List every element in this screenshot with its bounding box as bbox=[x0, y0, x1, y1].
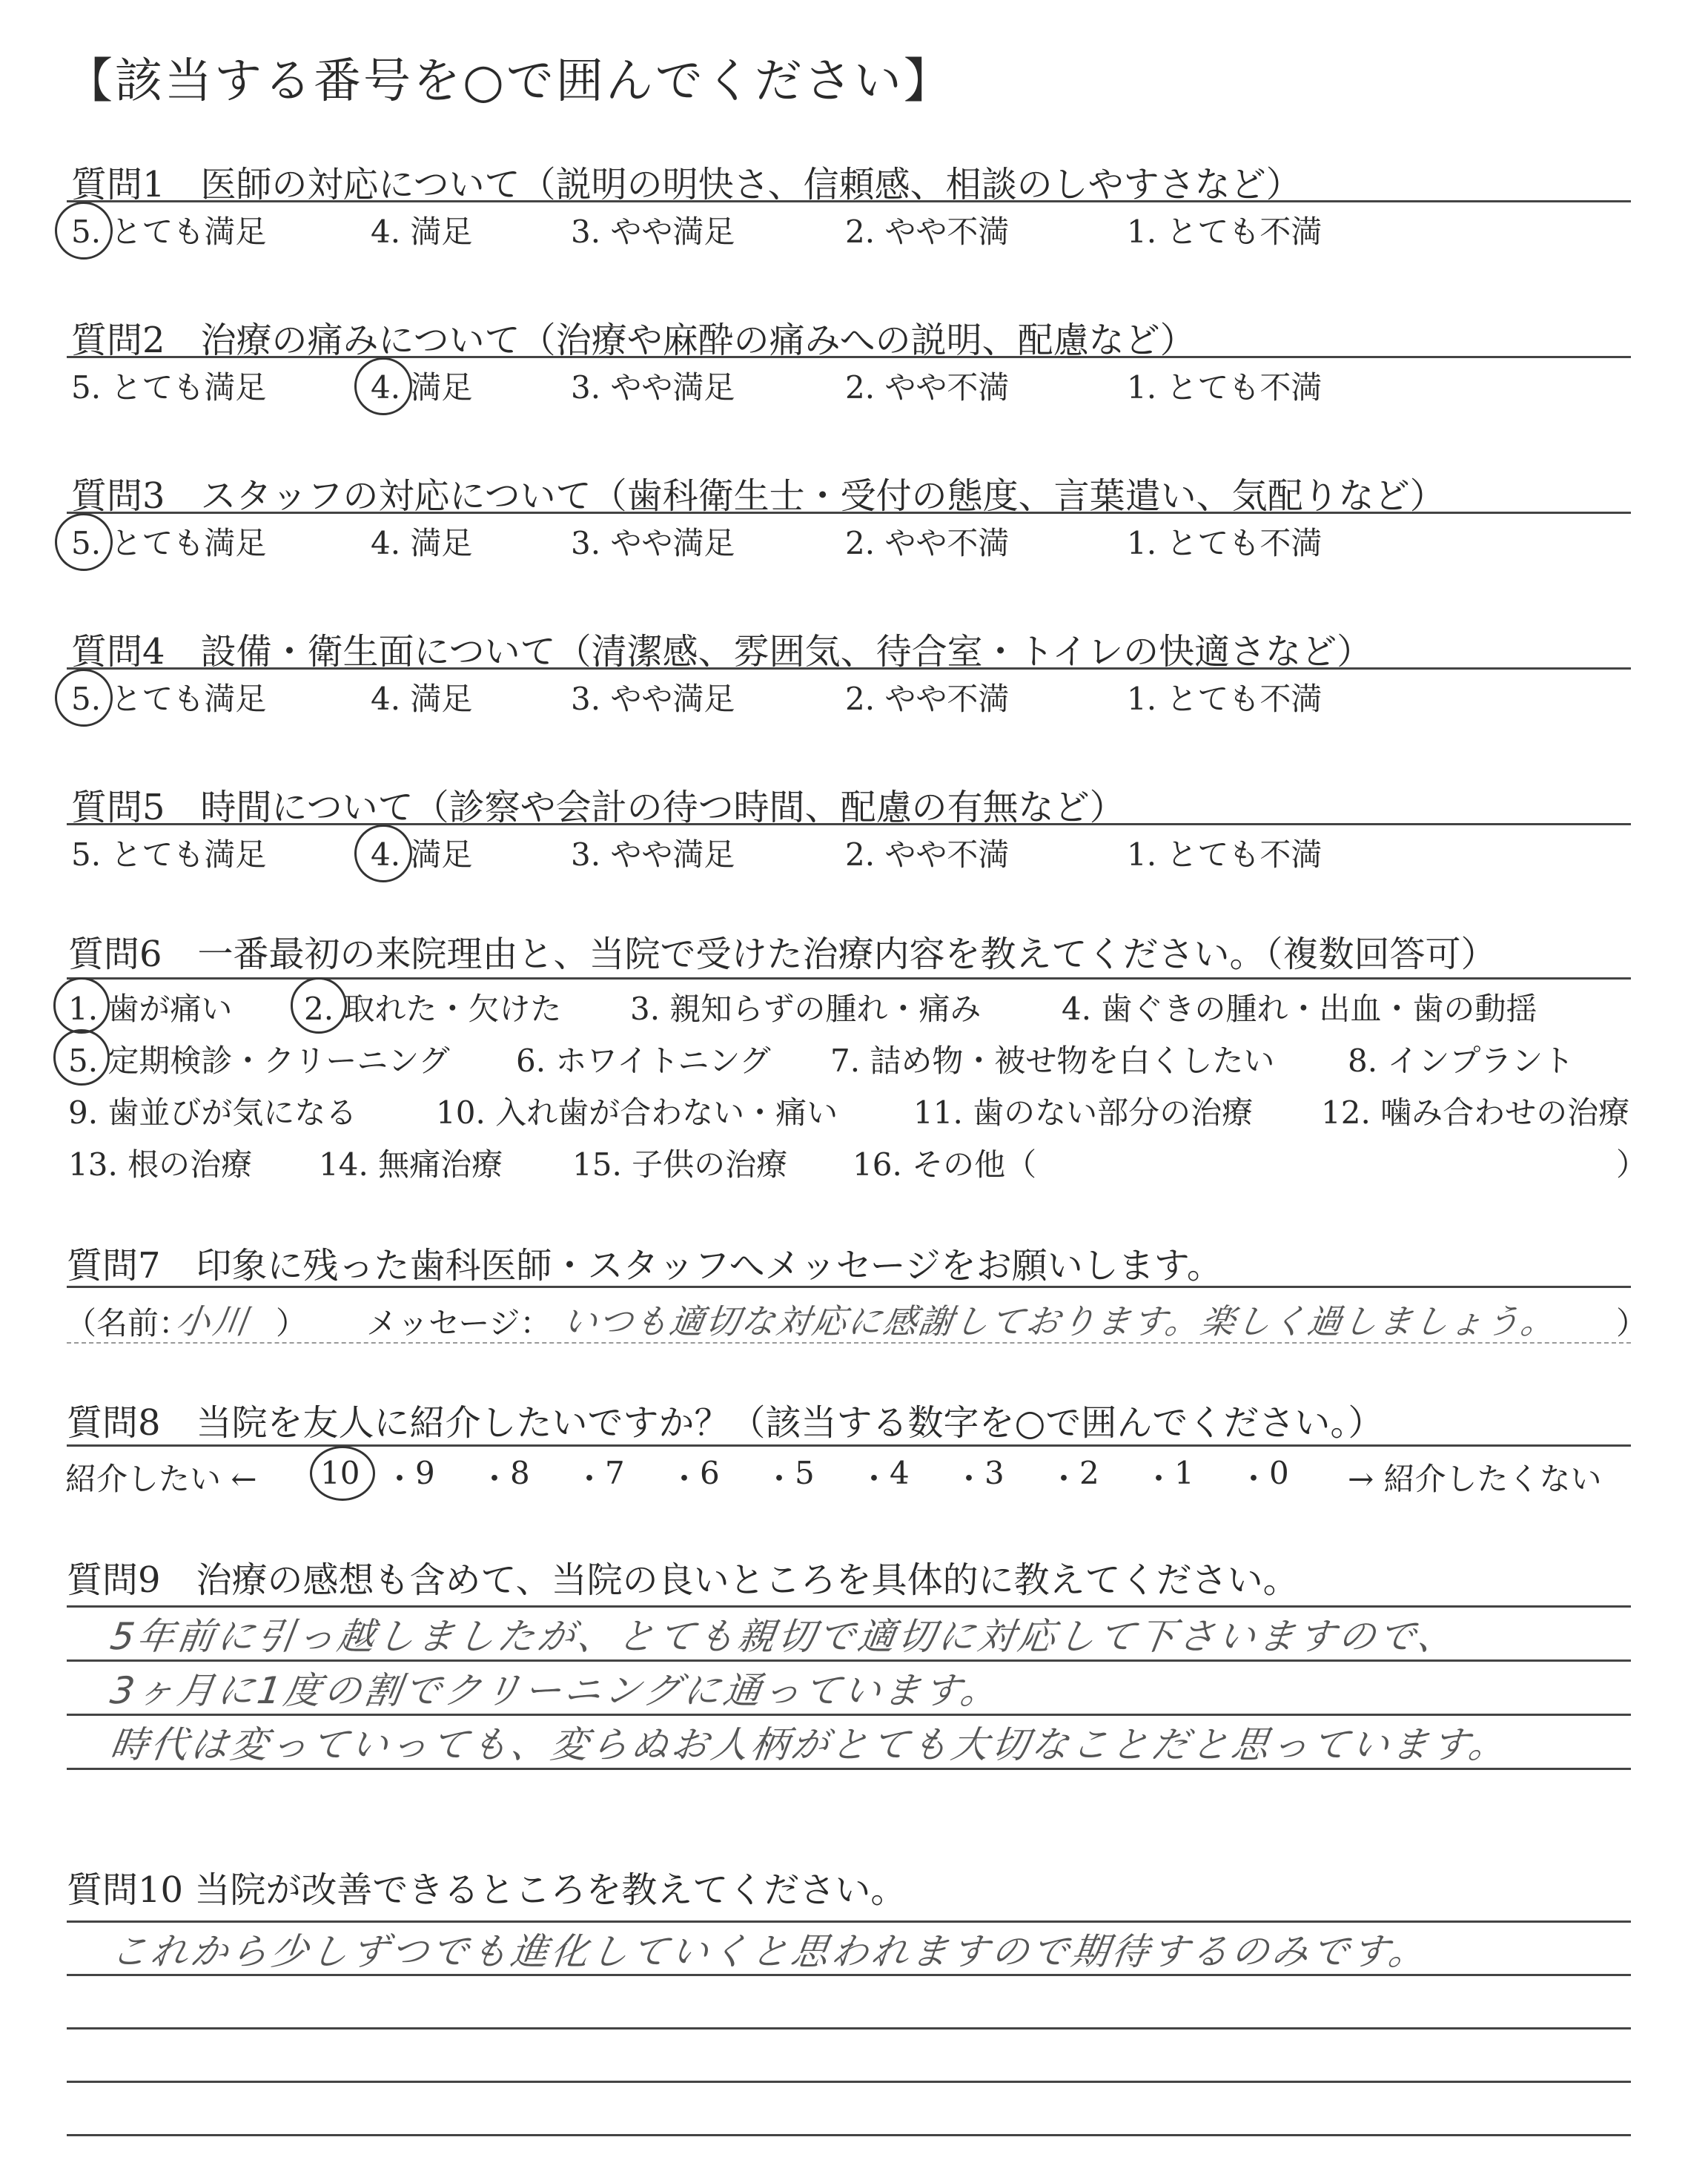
q3-selection-circle bbox=[55, 513, 113, 571]
q8-scale-separator: ・ bbox=[1143, 1461, 1175, 1497]
q6-other-close: ） bbox=[1616, 1146, 1648, 1183]
q6-option[interactable]: 6. ホワイトニング bbox=[516, 1043, 771, 1079]
question-7-title: 質問7 印象に残った歯科医師・スタッフへメッセージをお願いします。 bbox=[67, 1245, 1222, 1287]
q6-option[interactable]: 11. 歯のない部分の治療 bbox=[913, 1094, 1254, 1131]
q7-message-close: ） bbox=[1616, 1305, 1648, 1341]
q8-scale-separator: ・ bbox=[384, 1461, 416, 1497]
q8-scale-8[interactable]: 8 bbox=[510, 1455, 530, 1491]
q7-message-underline bbox=[67, 1342, 1631, 1344]
question-3-title: 質問3 スタッフの対応について（歯科衛生士・受付の態度、言葉遣い、気配りなど） bbox=[71, 475, 1446, 517]
q8-scale-4[interactable]: 4 bbox=[890, 1455, 910, 1491]
q8-scale-separator: ・ bbox=[574, 1461, 606, 1497]
q9-line bbox=[67, 1768, 1631, 1770]
q3-option-3[interactable]: 3. やや満足 bbox=[571, 525, 735, 561]
q4-option-3[interactable]: 3. やや満足 bbox=[571, 681, 735, 717]
q3-option-4[interactable]: 4. 満足 bbox=[371, 525, 473, 561]
q8-scale-2[interactable]: 2 bbox=[1079, 1455, 1099, 1491]
question-9-title: 質問9 治療の感想も含めて、当院の良いところを具体的に教えてください。 bbox=[67, 1559, 1299, 1601]
q5-option-3[interactable]: 3. やや満足 bbox=[571, 836, 735, 873]
q8-scale-9[interactable]: 9 bbox=[415, 1455, 435, 1491]
q1-selection-circle bbox=[55, 202, 113, 260]
q8-scale-separator: ・ bbox=[669, 1461, 701, 1497]
q10-line bbox=[67, 2134, 1631, 2136]
q6-option[interactable]: 10. 入れ歯が合わない・痛い bbox=[436, 1094, 838, 1131]
q1-option-2[interactable]: 2. やや不満 bbox=[845, 214, 1010, 250]
question-8-title: 質問8 当院を友人に紹介したいですか？（該当する数字を○で囲んでください。） bbox=[67, 1402, 1384, 1444]
q8-scale-separator: ・ bbox=[764, 1461, 795, 1497]
question-8-rule bbox=[67, 1444, 1631, 1447]
q4-option-5[interactable]: 5. とても満足 bbox=[71, 681, 267, 717]
question-3-rule bbox=[67, 512, 1631, 514]
q10-line bbox=[67, 1974, 1631, 1976]
q8-scale-5[interactable]: 5 bbox=[795, 1455, 815, 1491]
q8-scale-0[interactable]: 0 bbox=[1269, 1455, 1289, 1491]
q6-option[interactable]: 8. インプラント bbox=[1348, 1043, 1575, 1079]
question-6-title: 質問6 一番最初の来院理由と、当院で受けた治療内容を教えてください。（複数回答可） bbox=[68, 934, 1497, 975]
q5-option-2[interactable]: 2. やや不満 bbox=[845, 836, 1010, 873]
q8-scale-separator: ・ bbox=[858, 1461, 890, 1497]
q9-handwritten-answer[interactable]: 5年前に引っ越しましたが、とても親切で適切に対応して下さいますので、 bbox=[107, 1615, 1461, 1658]
q8-right-label: → 紹介したくない bbox=[1348, 1461, 1602, 1497]
q2-option-2[interactable]: 2. やや不満 bbox=[845, 369, 1010, 406]
q8-scale-separator: ・ bbox=[1048, 1461, 1080, 1497]
q2-option-3[interactable]: 3. やや満足 bbox=[571, 369, 735, 406]
q6-option[interactable]: 4. 歯ぐきの腫れ・出血・歯の動揺 bbox=[1062, 991, 1537, 1027]
q2-option-1[interactable]: 1. とても不満 bbox=[1127, 369, 1323, 406]
q6-selection-circle bbox=[291, 977, 347, 1034]
q7-message-label: メッセージ： bbox=[366, 1305, 552, 1341]
q7-message-value[interactable]: いつも適切な対応に感謝しております。楽しく過しましょう。 bbox=[560, 1301, 1560, 1341]
q4-option-2[interactable]: 2. やや不満 bbox=[845, 681, 1010, 717]
question-10-title: 質問10 当院が改善できるところを教えてください。 bbox=[67, 1869, 907, 1911]
q4-selection-circle bbox=[55, 669, 113, 727]
question-2-rule bbox=[67, 356, 1631, 358]
q10-line bbox=[67, 2027, 1631, 2029]
question-5-rule bbox=[67, 823, 1631, 825]
q1-option-4[interactable]: 4. 満足 bbox=[371, 214, 473, 250]
q10-line bbox=[67, 2081, 1631, 2083]
q6-option[interactable]: 2. 取れた・欠けた bbox=[304, 991, 562, 1027]
q5-option-4[interactable]: 4. 満足 bbox=[371, 836, 473, 873]
q1-option-3[interactable]: 3. やや満足 bbox=[571, 214, 735, 250]
q8-left-label: 紹介したい ← bbox=[65, 1461, 257, 1497]
q6-option[interactable]: 1. 歯が痛い bbox=[68, 991, 233, 1027]
q2-option-4[interactable]: 4. 満足 bbox=[371, 369, 473, 406]
question-5-title: 質問5 時間について（診察や会計の待つ時間、配慮の有無など） bbox=[71, 787, 1125, 828]
q6-option[interactable]: 9. 歯並びが気になる bbox=[68, 1094, 357, 1131]
q8-scale-separator: ・ bbox=[479, 1461, 511, 1497]
question-2-title: 質問2 治療の痛みについて（治療や麻酔の痛みへの説明、配慮など） bbox=[71, 320, 1196, 361]
q6-option[interactable]: 15. 子供の治療 bbox=[572, 1146, 788, 1183]
q6-selection-circle bbox=[53, 977, 110, 1034]
question-1-rule bbox=[67, 200, 1631, 202]
question-4-rule bbox=[67, 667, 1631, 670]
q4-option-4[interactable]: 4. 満足 bbox=[371, 681, 473, 717]
q2-option-5[interactable]: 5. とても満足 bbox=[71, 369, 267, 406]
q8-scale-7[interactable]: 7 bbox=[605, 1455, 625, 1491]
q1-option-1[interactable]: 1. とても不満 bbox=[1127, 214, 1323, 250]
question-1-title: 質問1 医師の対応について（説明の明快さ、信頼感、相談のしやすさなど） bbox=[71, 164, 1302, 205]
q6-option[interactable]: 13. 根の治療 bbox=[68, 1146, 253, 1183]
form-title: 【該当する番号を○で囲んでください】 bbox=[65, 54, 953, 109]
q6-option[interactable]: 12. 噛み合わせの治療 bbox=[1321, 1094, 1630, 1131]
q5-selection-circle bbox=[354, 825, 412, 882]
q1-option-5[interactable]: 5. とても満足 bbox=[71, 214, 267, 250]
q3-option-2[interactable]: 2. やや不満 bbox=[845, 525, 1010, 561]
q3-option-1[interactable]: 1. とても不満 bbox=[1127, 525, 1323, 561]
q2-selection-circle bbox=[354, 357, 412, 415]
q6-option[interactable]: 16. その他（ bbox=[853, 1146, 1037, 1183]
q6-option[interactable]: 7. 詰め物・被せ物を白くしたい bbox=[830, 1043, 1275, 1079]
q6-option[interactable]: 14. 無痛治療 bbox=[319, 1146, 503, 1183]
question-4-title: 質問4 設備・衛生面について（清潔感、雰囲気、待合室・トイレの快適さなど） bbox=[71, 631, 1373, 673]
q10-handwritten-answer[interactable]: これから少しずつでも進化していくと思われますので期待するのみです。 bbox=[107, 1930, 1432, 1973]
q7-name-label: （名前： bbox=[65, 1305, 191, 1341]
q9-handwritten-answer[interactable]: 時代は変っていっても、変らぬお人柄がとても大切なことだと思っています。 bbox=[107, 1723, 1512, 1766]
q6-selection-circle bbox=[53, 1029, 110, 1086]
q5-option-1[interactable]: 1. とても不満 bbox=[1127, 836, 1323, 873]
q8-scale-separator: ・ bbox=[953, 1461, 985, 1497]
q8-scale-3[interactable]: 3 bbox=[984, 1455, 1004, 1491]
q4-option-1[interactable]: 1. とても不満 bbox=[1127, 681, 1323, 717]
q8-scale-10[interactable]: 10 bbox=[320, 1455, 360, 1491]
q8-scale-1[interactable]: 1 bbox=[1174, 1455, 1194, 1491]
q6-option[interactable]: 5. 定期検診・クリーニング bbox=[68, 1043, 450, 1079]
q6-option[interactable]: 3. 親知らずの腫れ・痛み bbox=[630, 991, 982, 1027]
q8-scale-6[interactable]: 6 bbox=[700, 1455, 720, 1491]
q7-name-close: ） bbox=[276, 1305, 308, 1341]
q8-selection-circle bbox=[310, 1446, 375, 1501]
question-6-rule bbox=[67, 977, 1631, 980]
q9-handwritten-answer[interactable]: 3ヶ月に1度の割でクリーニングに通っています。 bbox=[107, 1669, 1004, 1712]
q5-option-5[interactable]: 5. とても満足 bbox=[71, 836, 267, 873]
q8-scale-separator: ・ bbox=[1238, 1461, 1270, 1497]
question-7-rule bbox=[67, 1286, 1631, 1288]
q3-option-5[interactable]: 5. とても満足 bbox=[71, 525, 267, 561]
q7-name-value[interactable]: 小川 bbox=[173, 1301, 254, 1341]
